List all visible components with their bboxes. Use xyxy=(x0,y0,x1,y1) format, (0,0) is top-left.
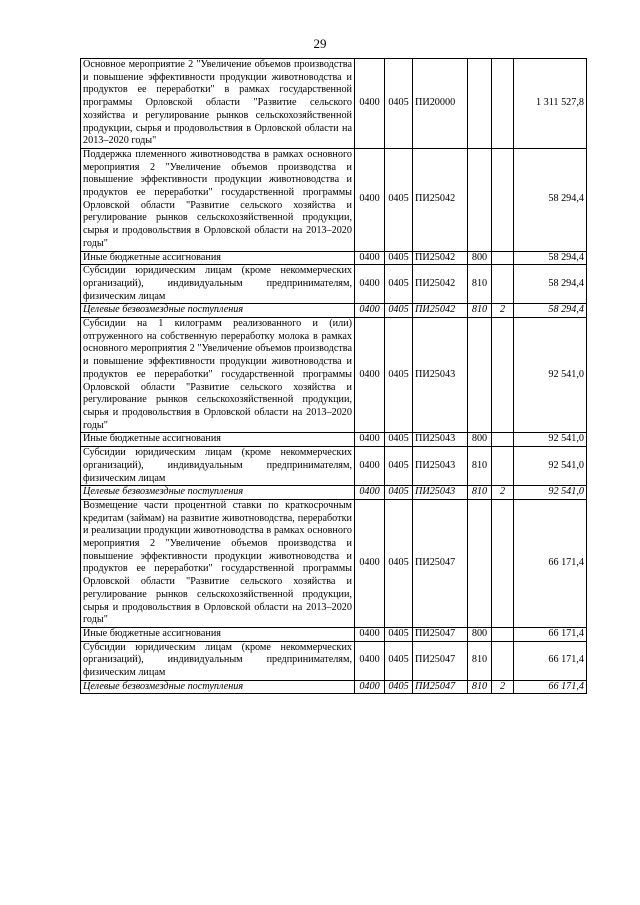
table-row xyxy=(81,627,587,641)
budget-table xyxy=(80,58,587,694)
cell-name: Иные бюджетные ассигнования xyxy=(81,251,355,265)
cell-funding-source xyxy=(492,59,514,149)
table-row xyxy=(81,447,587,486)
table-row xyxy=(81,318,587,433)
table-row xyxy=(81,265,587,304)
cell-amount: 92 541,0 xyxy=(514,433,587,447)
cell-subsection: 0405 xyxy=(385,680,413,694)
cell-section: 0400 xyxy=(355,486,385,500)
cell-funding-source xyxy=(492,499,514,627)
cell-name: Иные бюджетные ассигнования xyxy=(81,627,355,641)
cell-amount: 92 541,0 xyxy=(514,447,587,486)
cell-subsection: 0405 xyxy=(385,318,413,433)
cell-section: 0400 xyxy=(355,641,385,680)
cell-name: Целевые безвозмездные поступления xyxy=(81,486,355,500)
cell-expense-type xyxy=(468,59,492,149)
table-row xyxy=(81,486,587,500)
cell-section: 0400 xyxy=(355,304,385,318)
cell-expense-type: 800 xyxy=(468,627,492,641)
cell-target-article: ПИ25047 xyxy=(413,499,468,627)
table-body xyxy=(81,59,587,694)
cell-target-article: ПИ25042 xyxy=(413,304,468,318)
cell-amount: 1 311 527,8 xyxy=(514,59,587,149)
cell-funding-source xyxy=(492,251,514,265)
cell-amount: 66 171,4 xyxy=(514,641,587,680)
cell-expense-type xyxy=(468,499,492,627)
table-row xyxy=(81,680,587,694)
cell-amount: 92 541,0 xyxy=(514,318,587,433)
cell-expense-type: 810 xyxy=(468,680,492,694)
cell-funding-source: 2 xyxy=(492,304,514,318)
cell-subsection: 0405 xyxy=(385,627,413,641)
cell-target-article: ПИ25043 xyxy=(413,433,468,447)
cell-section: 0400 xyxy=(355,318,385,433)
cell-amount: 58 294,4 xyxy=(514,148,587,251)
cell-amount: 66 171,4 xyxy=(514,680,587,694)
cell-subsection: 0405 xyxy=(385,641,413,680)
cell-section: 0400 xyxy=(355,447,385,486)
table-row xyxy=(81,148,587,251)
table-row xyxy=(81,304,587,318)
cell-section: 0400 xyxy=(355,433,385,447)
cell-expense-type: 810 xyxy=(468,486,492,500)
cell-section: 0400 xyxy=(355,265,385,304)
cell-expense-type: 800 xyxy=(468,251,492,265)
cell-name: Субсидии юридическим лицам (кроме некоммерческих организаций), индивидуальным предпринимателям, физическим лицам xyxy=(81,641,355,680)
cell-target-article: ПИ25042 xyxy=(413,265,468,304)
cell-expense-type: 810 xyxy=(468,641,492,680)
cell-name: Целевые безвозмездные поступления xyxy=(81,304,355,318)
cell-amount: 66 171,4 xyxy=(514,627,587,641)
cell-subsection: 0405 xyxy=(385,265,413,304)
cell-expense-type: 810 xyxy=(468,265,492,304)
cell-name: Субсидии юридическим лицам (кроме некоммерческих организаций), индивидуальным предпринимателям, физическим лицам xyxy=(81,265,355,304)
cell-target-article: ПИ25047 xyxy=(413,641,468,680)
cell-target-article: ПИ25042 xyxy=(413,148,468,251)
cell-funding-source xyxy=(492,318,514,433)
table-row xyxy=(81,433,587,447)
table-row xyxy=(81,641,587,680)
cell-subsection: 0405 xyxy=(385,304,413,318)
cell-target-article: ПИ25043 xyxy=(413,447,468,486)
cell-name: Субсидии на 1 килограмм реализованного и (или) отгруженного на собственную переработку молока в рамках основного мероприятия 2 "Увеличение объемов производства и повышение эффективности продукции животноводства и продуктов ее переработки" государственной программы Орловской области "Развитие сельского хозяйства и регулирование рынков сельскохозяйственной продукции, сырья и продовольствия в Орловской области на 2013–2020 годы" xyxy=(81,318,355,433)
cell-subsection: 0405 xyxy=(385,59,413,149)
cell-amount: 92 541,0 xyxy=(514,486,587,500)
cell-expense-type: 800 xyxy=(468,433,492,447)
cell-expense-type: 810 xyxy=(468,447,492,486)
cell-name: Возмещение части процентной ставки по краткосрочным кредитам (займам) на развитие животноводства, переработки и реализации продукции животноводства в рамках основного мероприятия 2 "Увеличение объемов производства и повышение эффективности продукции животноводства и продуктов ее переработки" государственной программы Орловской области "Развитие сельского хозяйства и регулирование рынков сельскохозяйственной продукции, сырья и продовольствия в Орловской области на 2013–2020 годы" xyxy=(81,499,355,627)
cell-amount: 58 294,4 xyxy=(514,304,587,318)
cell-funding-source xyxy=(492,265,514,304)
cell-target-article: ПИ25043 xyxy=(413,486,468,500)
cell-subsection: 0405 xyxy=(385,251,413,265)
cell-section: 0400 xyxy=(355,148,385,251)
cell-subsection: 0405 xyxy=(385,447,413,486)
page-number: 29 xyxy=(313,36,327,51)
cell-funding-source: 2 xyxy=(492,486,514,500)
table-row xyxy=(81,499,587,627)
cell-name: Субсидии юридическим лицам (кроме некоммерческих организаций), индивидуальным предпринимателям, физическим лицам xyxy=(81,447,355,486)
cell-section: 0400 xyxy=(355,499,385,627)
cell-subsection: 0405 xyxy=(385,486,413,500)
cell-section: 0400 xyxy=(355,59,385,149)
cell-target-article: ПИ25047 xyxy=(413,627,468,641)
cell-section: 0400 xyxy=(355,680,385,694)
cell-target-article: ПИ20000 xyxy=(413,59,468,149)
cell-subsection: 0405 xyxy=(385,148,413,251)
cell-amount: 58 294,4 xyxy=(514,265,587,304)
cell-funding-source xyxy=(492,447,514,486)
table-row xyxy=(81,251,587,265)
cell-funding-source xyxy=(492,641,514,680)
cell-expense-type xyxy=(468,148,492,251)
cell-section: 0400 xyxy=(355,627,385,641)
cell-section: 0400 xyxy=(355,251,385,265)
table-row xyxy=(81,59,587,149)
cell-name: Иные бюджетные ассигнования xyxy=(81,433,355,447)
cell-name: Целевые безвозмездные поступления xyxy=(81,680,355,694)
cell-subsection: 0405 xyxy=(385,433,413,447)
cell-target-article: ПИ25043 xyxy=(413,318,468,433)
cell-name: Поддержка племенного животноводства в рамках основного мероприятия 2 "Увеличение объемов производства и повышение эффективности продукции животноводства и продуктов ее переработки" государственной программы Орловской области "Развитие сельского хозяйства и регулирование рынков сельскохозяйственной продукции, сырья и продовольствия в Орловской области на 2013–2020 годы" xyxy=(81,148,355,251)
cell-amount: 58 294,4 xyxy=(514,251,587,265)
cell-funding-source xyxy=(492,627,514,641)
cell-funding-source xyxy=(492,433,514,447)
cell-target-article: ПИ25042 xyxy=(413,251,468,265)
cell-funding-source: 2 xyxy=(492,680,514,694)
cell-target-article: ПИ25047 xyxy=(413,680,468,694)
cell-subsection: 0405 xyxy=(385,499,413,627)
cell-expense-type xyxy=(468,318,492,433)
cell-funding-source xyxy=(492,148,514,251)
cell-expense-type: 810 xyxy=(468,304,492,318)
cell-amount: 66 171,4 xyxy=(514,499,587,627)
cell-name: Основное мероприятие 2 "Увеличение объемов производства и повышение эффективности продукции животноводства и продуктов ее переработки" в рамках государственной программы Орловской области "Развитие сельского хозяйства и регулирование рынков сельскохозяйственной продукции, сырья и продовольствия в Орловской области на 2013–2020 годы" xyxy=(81,59,355,149)
